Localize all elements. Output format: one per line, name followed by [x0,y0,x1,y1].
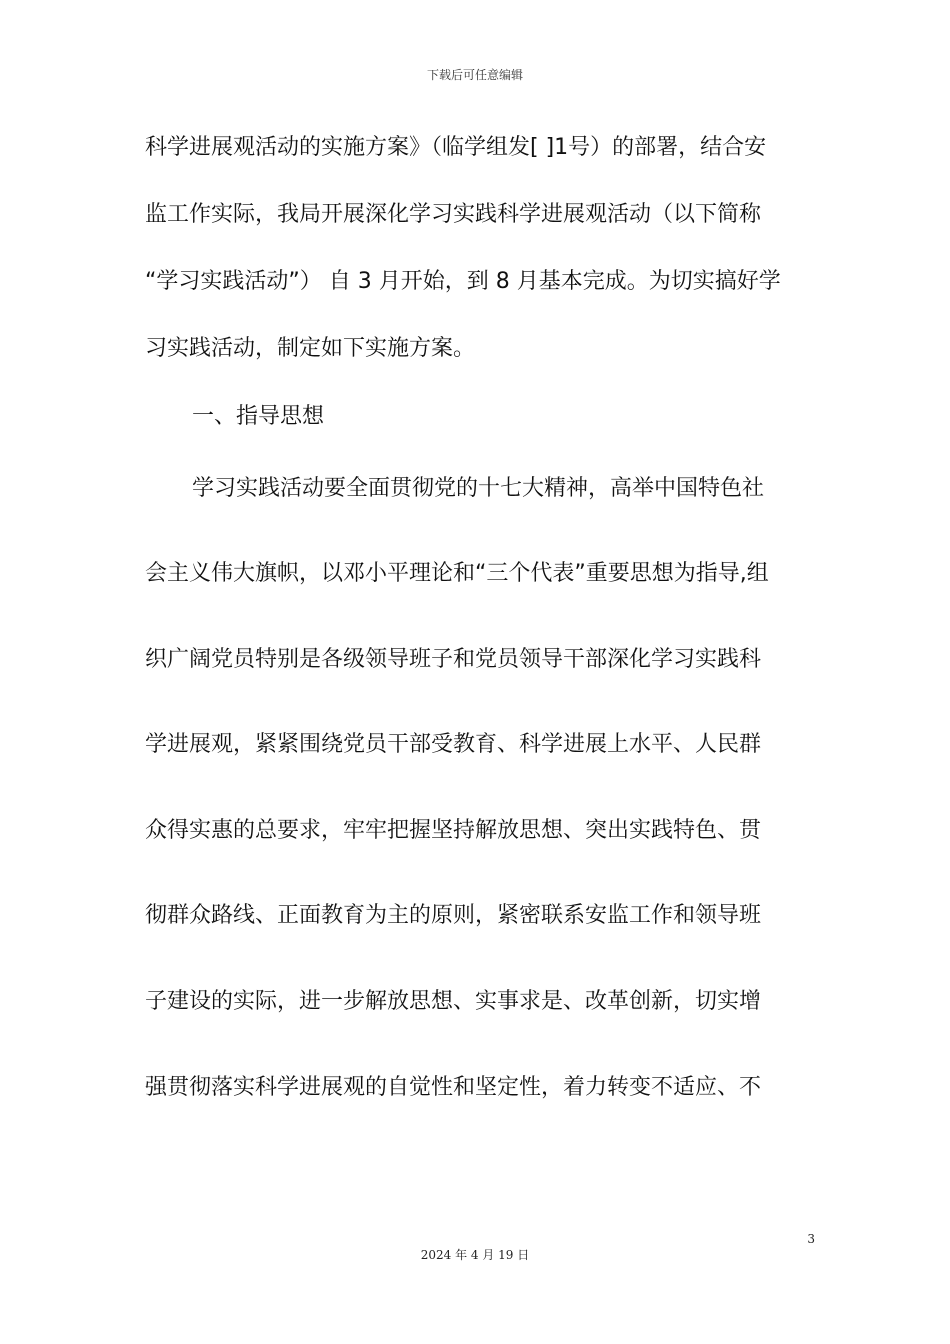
paragraph-line: 子建设的实际，进一步解放思想、实事求是、改革创新，切实增 [145,989,762,1014]
page-number: 3 [807,1232,815,1246]
paragraph-line: 强贯彻落实科学进展观的自觉性和坚定性，着力转变不适应、不 [145,1075,762,1100]
paragraph-line: 学进展观，紧紧围绕党员干部受教育、科学进展上水平、人民群 [145,732,762,757]
section-heading: 一、指导思想 [192,404,325,429]
page-footer-date: 2024 年 4 月 19 日 [420,1248,530,1262]
paragraph-line: 科学进展观活动的实施方案》（临学组发[ ]1号）的部署，结合安 [145,135,767,160]
paragraph-line: 众得实惠的总要求，牢牢把握坚持解放思想、突出实践特色、贯 [145,818,762,843]
paragraph-line: 会主义伟大旗帜，以邓小平理论和“三个代表”重要思想为指导,组 [145,561,769,586]
paragraph-line: 习实践活动，制定如下实施方案。 [145,336,476,361]
paragraph-line: 织广阔党员特别是各级领导班子和党员领导干部深化学习实践科 [145,647,762,672]
paragraph-line: “学习实践活动”） 自 3 月开始，到 8 月基本完成。为切实搞好学 [145,269,781,294]
page-header: 下载后可任意编辑 [426,68,523,82]
paragraph-line: 学习实践活动要全面贯彻党的十七大精神，高举中国特色社 [192,476,765,501]
paragraph-line: 彻群众路线、正面教育为主的原则，紧密联系安监工作和领导班 [145,903,762,928]
paragraph-line: 监工作实际，我局开展深化学习实践科学进展观活动（以下简称 [145,202,762,227]
